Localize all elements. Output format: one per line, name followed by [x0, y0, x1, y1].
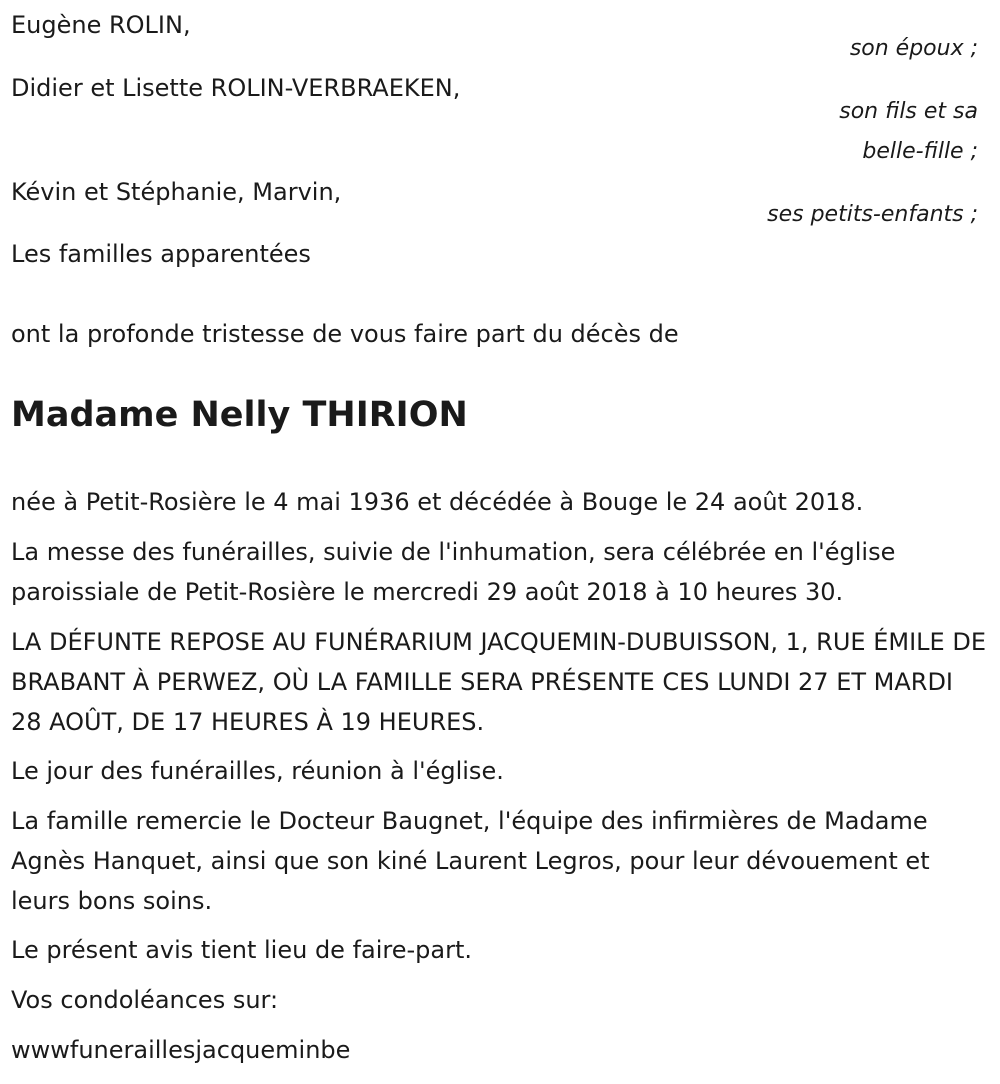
condolences-label: Vos condoléances sur:	[11, 986, 279, 1014]
funeral-home-info: LA DÉFUNTE REPOSE AU FUNÉRARIUM JACQUEMIN-DUBUISSON, 1, RUE ÉMILE DE BRABANT À PERWEZ, OÙ LA FAMILLE SERA PRÉSENTE CES LUNDI 27 ET MARDI 28 AOÛT, DE 17 HEURES À 19 HEURES.	[11, 628, 986, 736]
grandchildren-name: Kévin et Stéphanie, Marvin,	[11, 178, 342, 206]
deceased-name: Madame Nelly THIRION	[11, 395, 468, 435]
announcement-intro: ont la profonde tristesse de vous faire part du décès de	[11, 320, 679, 348]
spouse-name: Eugène ROLIN,	[11, 11, 191, 39]
thanks-message: La famille remercie le Docteur Baugnet, l'équipe des infirmières de Madame Agnès Hanquet, ainsi que son kiné Laurent Legros, pour leur dévouement et leurs bons soins.	[11, 807, 930, 915]
son-relation-line1: son fils et sa	[839, 99, 978, 124]
funeral-mass-info: La messe des funérailles, suivie de l'inhumation, sera célébrée en l'église paroissiale de Petit-Rosière le mercredi 29 août 2018 à 10 heures 30.	[11, 538, 896, 606]
notice-statement: Le présent avis tient lieu de faire-part.	[11, 936, 473, 964]
son-name: Didier et Lisette ROLIN-VERBRAEKEN,	[11, 74, 461, 102]
son-relation-line2: belle-fille ;	[862, 139, 978, 164]
condolences-website[interactable]: wwwfuneraillesjacqueminbe	[11, 1036, 351, 1064]
related-families: Les familles apparentées	[11, 240, 311, 268]
meeting-info: Le jour des funérailles, réunion à l'église.	[11, 757, 504, 785]
spouse-relation: son époux ;	[849, 36, 978, 61]
birth-death-info: née à Petit-Rosière le 4 mai 1936 et décédée à Bouge le 24 août 2018.	[11, 488, 864, 516]
grandchildren-relation: ses petits-enfants ;	[767, 202, 978, 227]
